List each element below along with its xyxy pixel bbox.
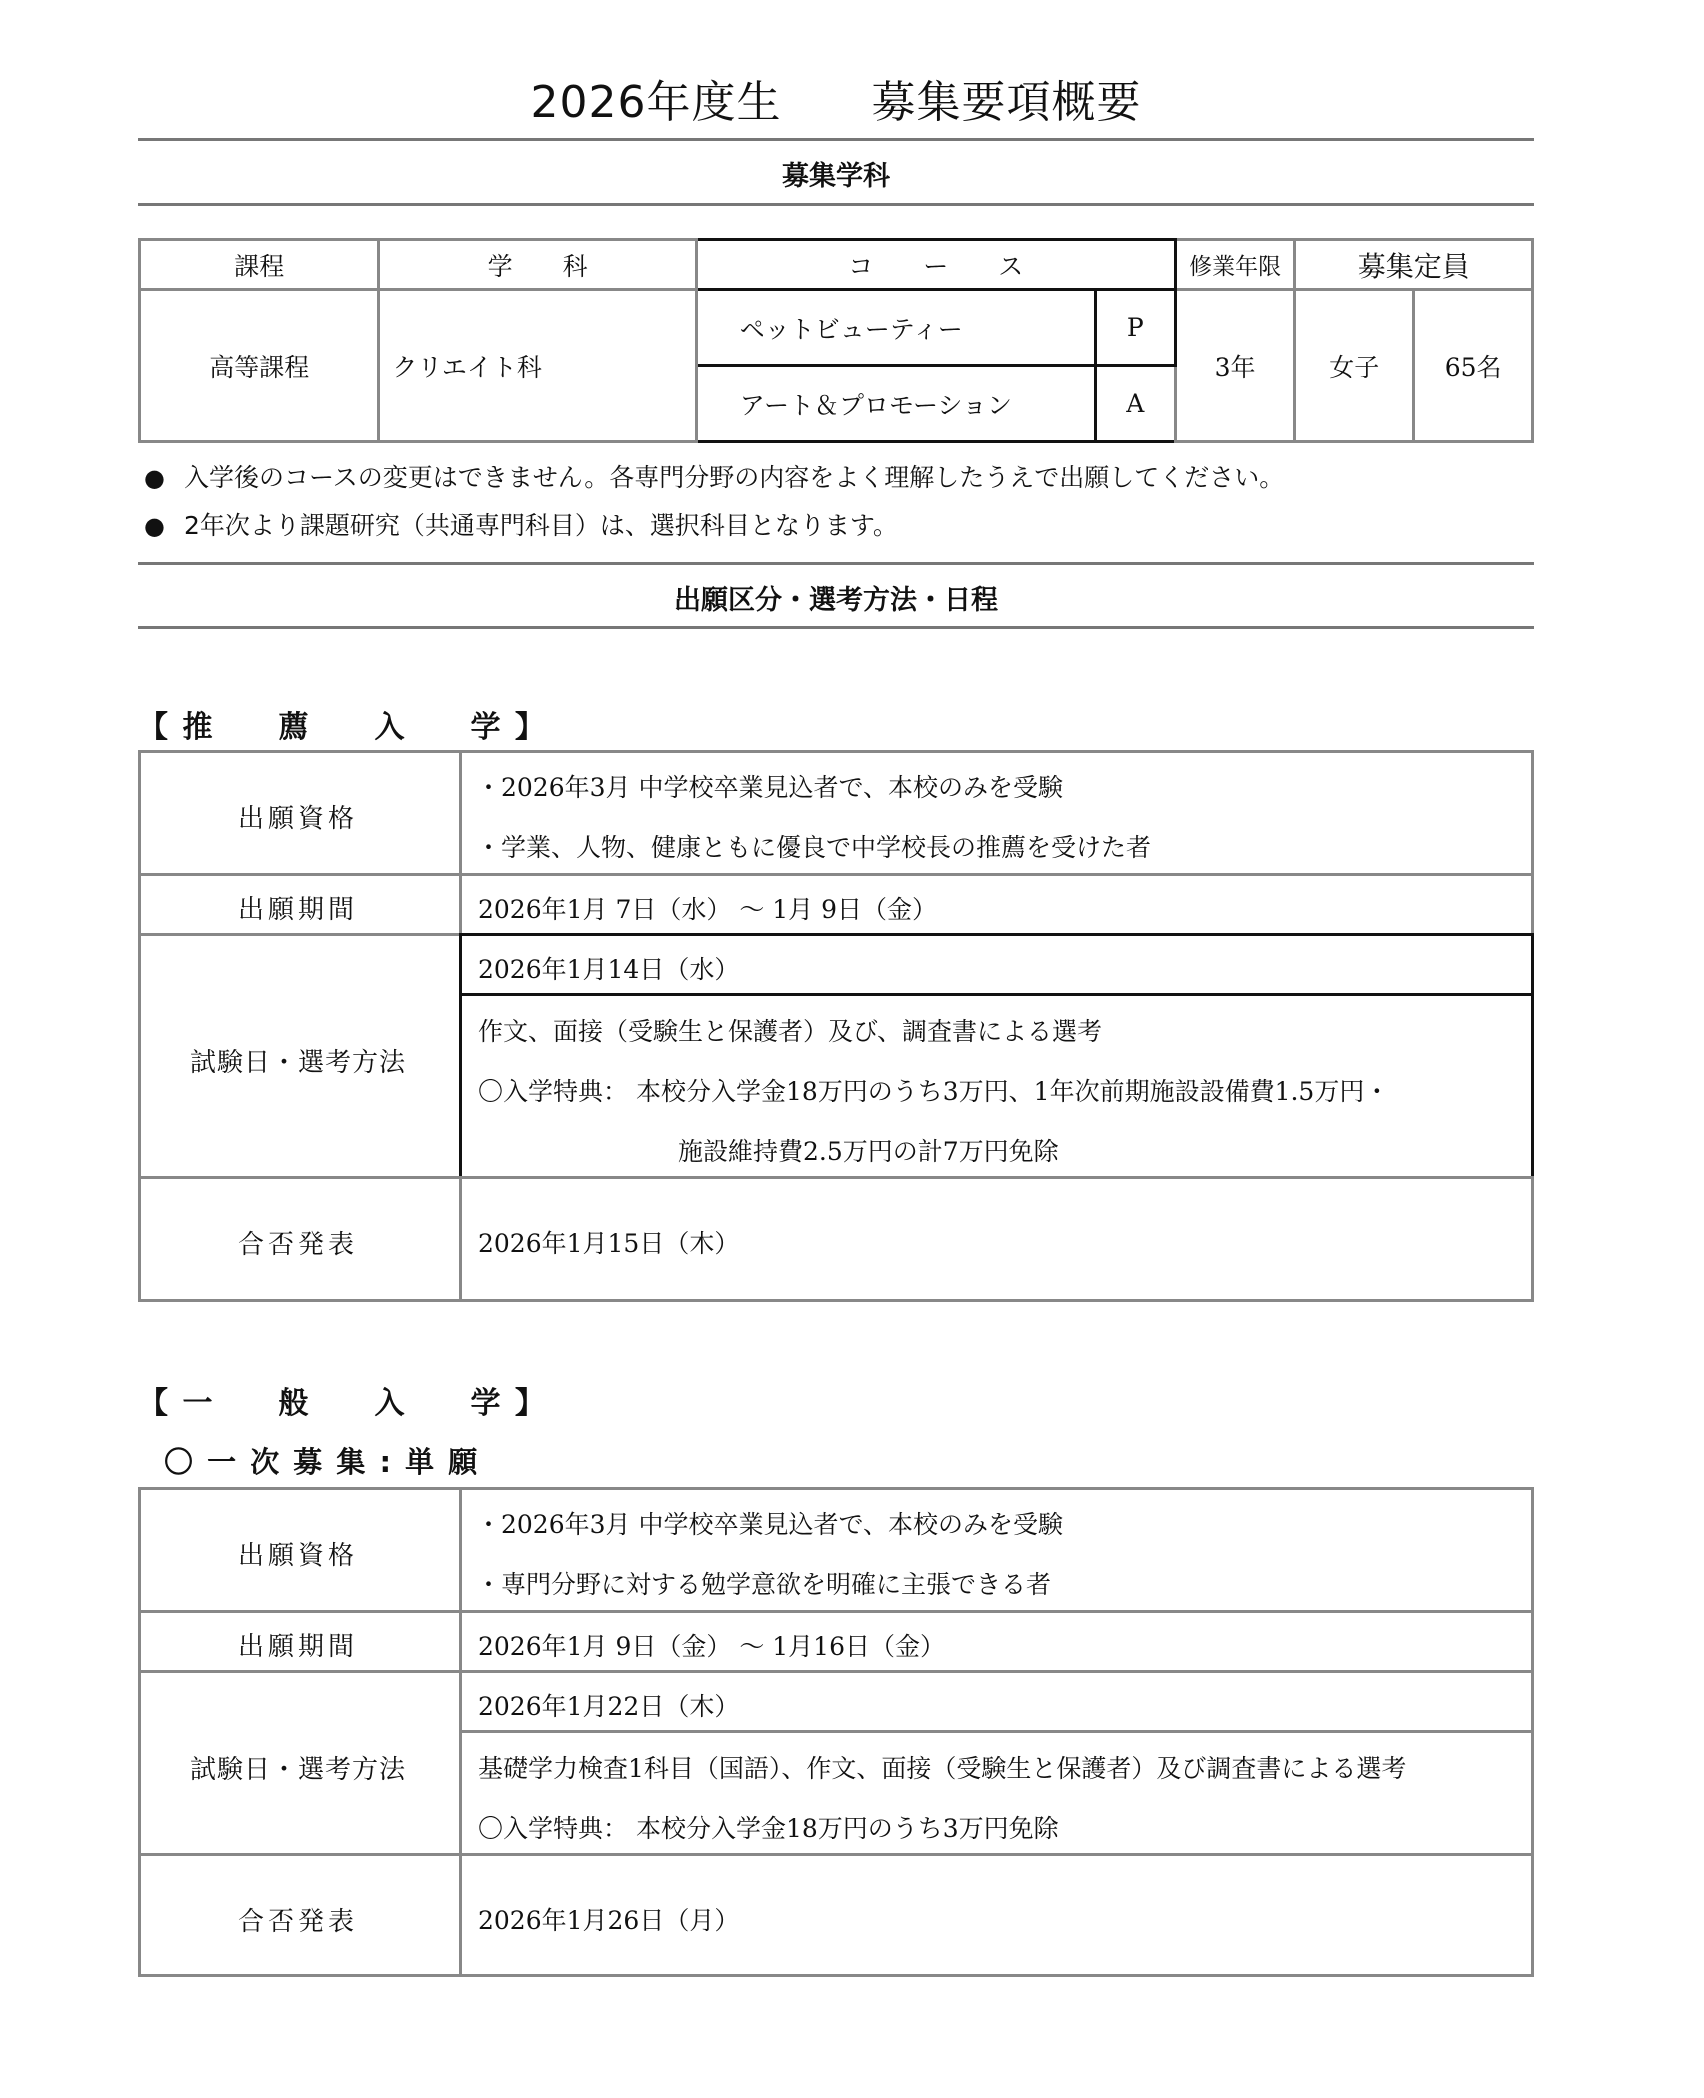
gender: 女子 <box>1295 290 1414 442</box>
general-subheading: 〇 一 次 募 集 : 単 願 <box>164 1445 480 1479</box>
exam-method-line: 施設維持費2.5万円の計7万円免除 <box>478 1137 1059 1166</box>
department-name: クリエイト科 <box>379 290 696 442</box>
divider <box>138 203 1534 206</box>
qualification-label: 出願資格 <box>237 804 358 834</box>
header-years: 修業年限 <box>1175 240 1295 290</box>
bullet-icon: ● <box>144 464 165 492</box>
bullet-icon: ● <box>144 512 165 540</box>
divider <box>138 626 1534 629</box>
section-heading-departments: 募集学科 <box>782 161 890 192</box>
header-department: 学 科 <box>379 240 696 290</box>
note-item: ● 2年次より課題研究（共通専門科目）は、選択科目となります。 <box>144 511 898 540</box>
result-date: 2026年1月15日（木） <box>478 1229 740 1258</box>
section-heading-schedule: 出願区分・選考方法・日程 <box>674 585 998 616</box>
exam-date: 2026年1月22日（木） <box>478 1692 740 1721</box>
study-years: 3年 <box>1175 290 1295 442</box>
course-code: A <box>1095 366 1175 442</box>
exam-label: 試験日・選考方法 <box>189 1048 406 1078</box>
note-item: ● 入学後のコースの変更はできません。各専門分野の内容をよく理解したうえで出願してください。 <box>144 463 1285 492</box>
application-period: 2026年1月 9日（金） ～ 1月16日（金） <box>478 1632 945 1661</box>
application-period: 2026年1月 7日（水） ～ 1月 9日（金） <box>478 895 938 924</box>
header-course: コ ー ス <box>696 240 1175 290</box>
course-name: ペットビューティー <box>696 290 1095 366</box>
exam-method-line: 〇入学特典： 本校分入学金18万円のうち3万円、1年次前期施設設備費1.5万円・ <box>478 1077 1390 1106</box>
qualification-label: 出願資格 <box>237 1541 358 1571</box>
capacity: 65名 <box>1414 290 1533 442</box>
exam-label: 試験日・選考方法 <box>189 1755 406 1785</box>
qualification-line: ・2026年3月 中学校卒業見込者で、本校のみを受験 <box>476 773 1063 802</box>
course-name: アート＆プロモーション <box>696 366 1095 442</box>
qualification-line: ・学業、人物、健康ともに優良で中学校長の推薦を受けた者 <box>476 833 1152 862</box>
result-label: 合否発表 <box>237 1907 358 1937</box>
divider <box>138 138 1534 141</box>
header-course-level: 課程 <box>140 240 379 290</box>
exam-method-line: 〇入学特典： 本校分入学金18万円のうち3万円免除 <box>478 1814 1059 1843</box>
exam-method-line: 基礎学力検査1科目（国語）、作文、面接（受験生と保護者）及び調査書による選考 <box>478 1754 1407 1783</box>
recommend-heading: 【 推 薦 入 学 】 <box>138 710 547 745</box>
result-date: 2026年1月26日（月） <box>478 1906 740 1935</box>
qualification-line: ・専門分野に対する勉学意欲を明確に主張できる者 <box>476 1570 1052 1599</box>
result-label: 合否発表 <box>237 1230 358 1260</box>
period-label: 出願期間 <box>237 1632 358 1662</box>
qualification-line: ・2026年3月 中学校卒業見込者で、本校のみを受験 <box>476 1510 1063 1539</box>
exam-date: 2026年1月14日（水） <box>478 955 740 984</box>
course-level: 高等課程 <box>140 290 379 442</box>
departments-table <box>138 238 1534 443</box>
divider <box>138 562 1534 565</box>
course-code: P <box>1095 290 1175 366</box>
page-title: 2026年度生 募集要項概要 <box>530 77 1142 128</box>
period-label: 出願期間 <box>237 895 358 925</box>
general-heading: 【 一 般 入 学 】 <box>138 1386 547 1421</box>
header-capacity: 募集定員 <box>1295 240 1533 290</box>
recommend-table <box>138 750 1534 1302</box>
exam-method-line: 作文、面接（受験生と保護者）及び、調査書による選考 <box>478 1017 1103 1046</box>
general-table <box>138 1487 1534 1977</box>
